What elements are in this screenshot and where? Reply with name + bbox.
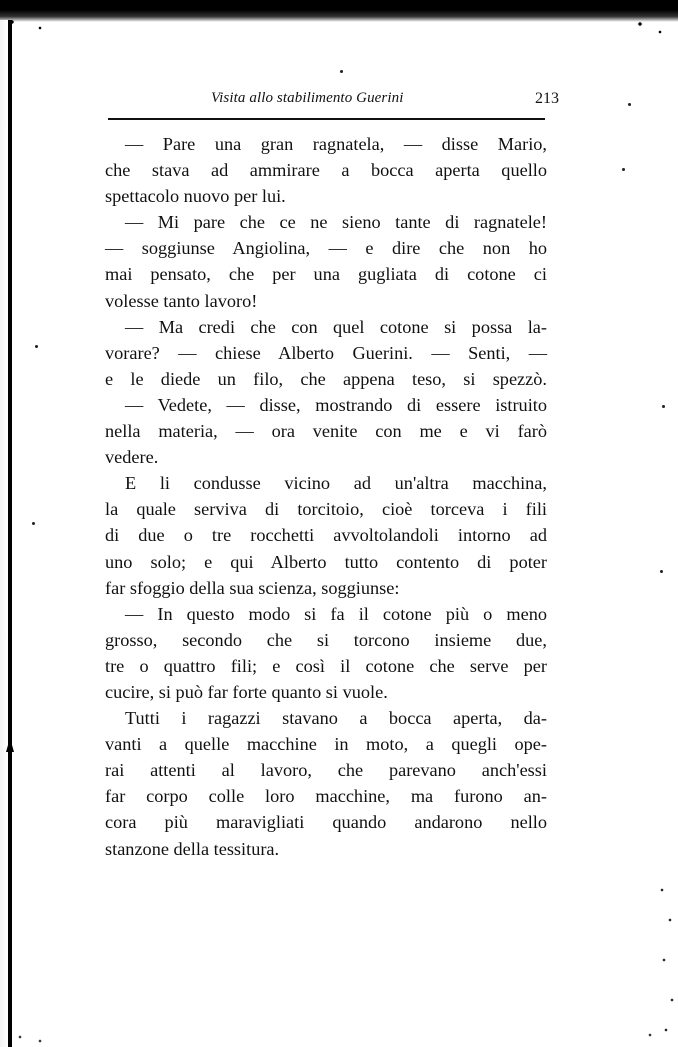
text-line: volesse tanto lavoro! xyxy=(105,290,258,311)
text-line: — Vedete, — disse, mostrando di essere istruito xyxy=(125,394,547,415)
text-line: cora più maravigliati quando andarono nello xyxy=(105,812,547,833)
scan-dot xyxy=(660,570,663,573)
binding-edge xyxy=(8,20,12,1047)
text-line: nella materia, — ora venite con me e vi farò xyxy=(105,421,547,442)
text-line: — Mi pare che ce ne sieno tante di ragnatele! xyxy=(125,212,547,233)
page-number: 213 xyxy=(535,90,559,107)
running-header xyxy=(108,88,559,118)
text-line: mai pensato, che per una gugliata di cotone ci xyxy=(105,264,547,285)
running-title: Visita allo stabilimento Guerini xyxy=(211,90,404,106)
scan-noise-right xyxy=(656,880,678,1047)
scan-dot xyxy=(340,70,343,73)
text-line: E li condusse vicino ad un'altra macchina, xyxy=(125,473,547,494)
body-text xyxy=(105,131,547,862)
text-line: — In questo modo si fa il cotone più o meno xyxy=(125,603,547,624)
text-line: di due o tre rocchetti avvoltolandoli intorno ad xyxy=(105,525,547,546)
text-line: stanzone della tessitura. xyxy=(105,838,280,859)
text-line: vedere. xyxy=(105,447,159,468)
header-rule xyxy=(108,118,545,120)
text-line: che stava ad ammirare a bocca aperta quello xyxy=(105,160,547,181)
text-line: cucire, si può far forte quanto si vuole. xyxy=(105,681,388,702)
text-line: — soggiunse Angiolina, — e dire che non ho xyxy=(105,238,547,259)
scan-dot xyxy=(622,168,625,171)
text-line: — Pare una gran ragnatela, — disse Mario, xyxy=(125,134,547,154)
text-line: — Ma credi che con quel cotone si possa la- xyxy=(125,316,547,337)
text-line: la quale serviva di torcitoio, cioè torceva i fili xyxy=(105,499,547,520)
scan-dot xyxy=(628,103,631,106)
text-line: rai attenti al lavoro, che parevano anch'essi xyxy=(105,760,547,781)
text-line: Tutti i ragazzi stavano a bocca aperta, da- xyxy=(125,708,547,729)
text-line: vorare? — chiese Alberto Guerini. — Senti, — xyxy=(105,342,547,363)
text-line: grosso, secondo che si torcono insieme due, xyxy=(105,629,547,650)
text-line: far corpo colle loro macchine, ma furono an- xyxy=(105,786,547,807)
text-line: far sfoggio della sua scienza, soggiunse: xyxy=(105,577,400,598)
scan-dot xyxy=(35,345,38,348)
text-line: spettacolo nuovo per lui. xyxy=(105,186,286,207)
scan-dot xyxy=(662,405,665,408)
scan-noise-bottom xyxy=(0,1025,678,1047)
text-line: tre o quattro fili; e così il cotone che serve per xyxy=(105,655,547,676)
scan-speckle xyxy=(0,18,678,44)
binding-shadow xyxy=(0,20,8,1047)
scan-dot xyxy=(32,522,35,525)
text-line: vanti a quelle macchine in moto, a quegli ope- xyxy=(105,734,547,755)
text-line: e le diede un filo, che appena teso, si spezzò. xyxy=(105,368,547,389)
text-line: uno solo; e qui Alberto tutto contento di poter xyxy=(105,551,547,572)
